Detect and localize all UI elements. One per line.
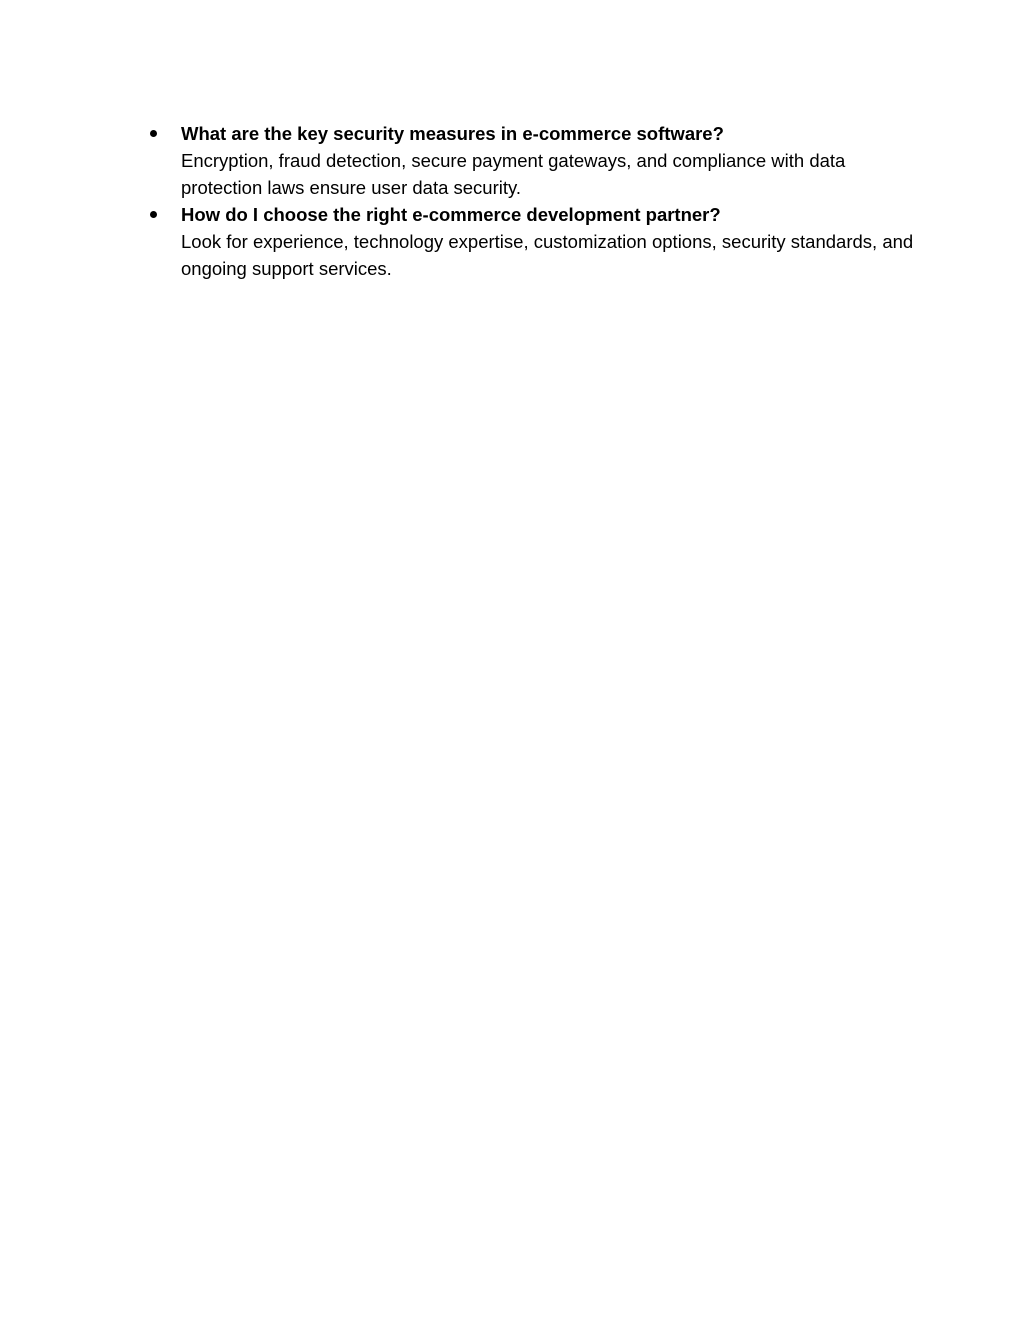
faq-answer: Look for experience, technology expertise, customization options, security standards, and ongoing support services. xyxy=(181,231,914,279)
bullet-icon xyxy=(150,130,157,137)
faq-question: What are the key security measures in e-commerce software? xyxy=(181,123,724,144)
faq-item-partner xyxy=(150,201,930,282)
faq-list xyxy=(150,120,930,282)
faq-item-security xyxy=(150,120,930,201)
faq-answer: Encryption, fraud detection, secure payment gateways, and compliance with data protection laws ensure user data security. xyxy=(181,150,846,198)
faq-question: How do I choose the right e-commerce development partner? xyxy=(181,204,721,225)
bullet-icon xyxy=(150,211,157,218)
